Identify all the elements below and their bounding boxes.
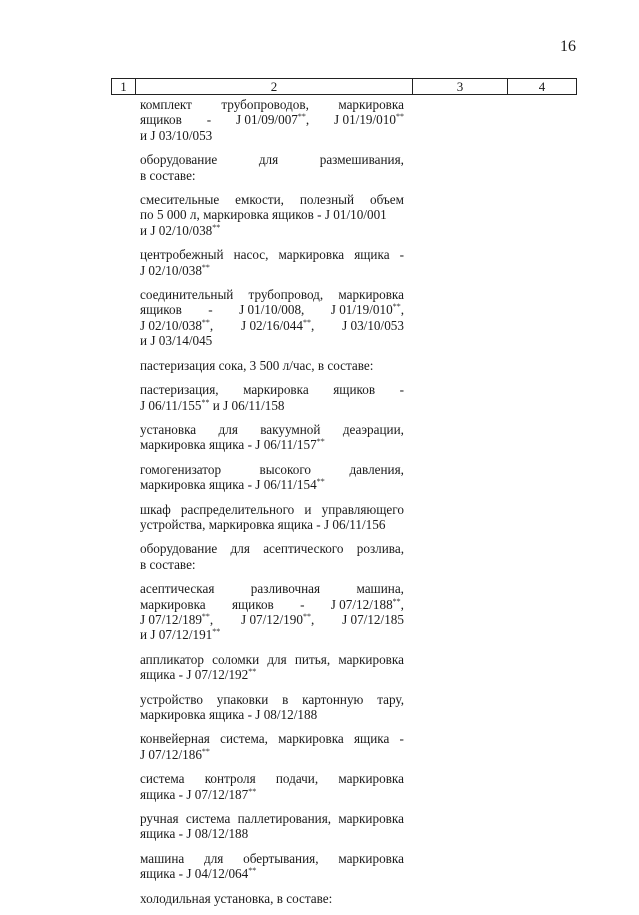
word: J 07/12/185: [342, 611, 404, 627]
word: разливочная: [250, 581, 321, 597]
text-line: [140, 747, 404, 762]
word: маркировка ящика - J 06/11/154**: [140, 477, 325, 493]
word: и: [304, 501, 312, 517]
word: контроля: [204, 771, 256, 787]
list-item: [140, 192, 404, 238]
word: и J 03/14/045: [140, 333, 213, 349]
word: оборудование: [140, 152, 218, 168]
list-item: [140, 247, 404, 278]
word: давления,: [349, 461, 404, 477]
text-line: [140, 247, 404, 262]
word: для: [230, 541, 250, 557]
text-line: [140, 358, 404, 373]
list-item: [140, 811, 404, 842]
word: J 07/12/189**,: [140, 611, 214, 627]
word: машина,: [356, 581, 404, 597]
word: маркировка: [140, 596, 206, 612]
word: -: [206, 112, 212, 128]
word: J 07/12/188**,: [330, 596, 404, 612]
text-line: [140, 517, 404, 532]
word: обертывания,: [243, 850, 319, 866]
word: маркировка: [338, 287, 404, 303]
word: ящиков: [333, 382, 376, 398]
word: шкаф: [140, 501, 171, 517]
list-item: [140, 581, 404, 643]
list-item: [140, 692, 404, 723]
page-number: 16: [560, 38, 576, 55]
word: оборудование: [140, 541, 218, 557]
word: -: [399, 382, 404, 398]
word: J 02/10/038**,: [140, 317, 214, 333]
text-line: [140, 112, 404, 127]
word: -: [208, 302, 213, 318]
word: -: [300, 596, 305, 612]
text-line: [140, 437, 404, 452]
word: J 02/10/038**: [140, 262, 210, 278]
text-line: [140, 597, 404, 612]
word: высокого: [259, 461, 312, 477]
text-line: [140, 771, 404, 786]
list-item: [140, 97, 404, 143]
word: J 07/12/190**,: [241, 611, 315, 627]
word: J 01/19/010**: [334, 112, 404, 128]
list-item: [140, 502, 404, 533]
header-col-3: 3: [412, 79, 507, 94]
word: система,: [220, 731, 268, 747]
list-item: [140, 382, 404, 413]
word: соломки: [212, 651, 260, 667]
text-line: [140, 866, 404, 881]
word: тару,: [377, 691, 404, 707]
word: устройства, маркировка ящика - J 06/11/156: [140, 516, 386, 532]
word: асептическая: [140, 581, 215, 597]
word: ящиков: [231, 596, 274, 612]
word: пастеризация сока, 3 500 л/час, в составе:: [140, 357, 374, 373]
word: и J 02/10/038**: [140, 222, 221, 238]
list-item: [140, 422, 404, 453]
word: J 01/19/010**,: [330, 302, 404, 318]
list-item: [140, 541, 404, 572]
text-line: [140, 707, 404, 722]
word: система: [185, 811, 231, 827]
text-line: [140, 557, 404, 572]
word: для: [267, 651, 287, 667]
word: для: [204, 850, 224, 866]
word: деаэрации,: [342, 421, 404, 437]
text-line: [140, 192, 404, 207]
text-line: [140, 477, 404, 492]
text-line: [140, 462, 404, 477]
list-item: [140, 462, 404, 493]
word: упаковки: [216, 691, 269, 707]
word: центробежный: [140, 247, 224, 263]
word: размешивания,: [319, 152, 404, 168]
text-line: [140, 581, 404, 596]
header-col-4: 4: [507, 79, 576, 94]
word: ящиков: [140, 302, 182, 318]
word: розлива,: [356, 541, 404, 557]
word: емкости,: [235, 192, 284, 208]
text-line: [140, 152, 404, 167]
text-line: [140, 667, 404, 682]
text-line: [140, 168, 404, 183]
word: ящика - J 04/12/064**: [140, 866, 257, 882]
text-line: [140, 787, 404, 802]
text-line: [140, 287, 404, 302]
text-line: [140, 502, 404, 517]
list-item: [140, 851, 404, 882]
header-col-2: 2: [135, 79, 412, 94]
word: смесительные: [140, 192, 220, 208]
word: маркировка: [278, 247, 345, 263]
word: паллетирования,: [237, 811, 332, 827]
word: и J 03/10/053: [140, 127, 213, 143]
word: ящика - J 08/12/188: [140, 826, 249, 842]
text-line: [140, 398, 404, 413]
word: маркировка: [243, 382, 309, 398]
text-line: [140, 302, 404, 317]
text-line: [140, 811, 404, 826]
equipment-list: [140, 97, 404, 915]
word: ручная: [140, 811, 179, 827]
word: ящика - J 07/12/187**: [140, 786, 257, 802]
table-header-row: [111, 78, 577, 95]
word: и J 07/12/191**: [140, 627, 221, 643]
word: асептического: [263, 541, 344, 557]
word: маркировка: [338, 651, 404, 667]
word: картонную: [302, 691, 364, 707]
word: маркировка: [338, 811, 404, 827]
word: маркировка: [338, 850, 404, 866]
word: для: [218, 421, 238, 437]
word: J 03/10/053: [342, 317, 404, 333]
text-line: [140, 422, 404, 437]
text-line: [140, 541, 404, 556]
text-line: [140, 318, 404, 333]
word: маркировка: [338, 771, 404, 787]
word: холодильная установка, в составе:: [140, 890, 333, 906]
list-item: [140, 891, 404, 906]
word: аппликатор: [140, 651, 204, 667]
word: -: [399, 731, 404, 747]
text-line: [140, 627, 404, 642]
word: ящика: [354, 247, 390, 263]
word: питья,: [294, 651, 331, 667]
text-line: [140, 263, 404, 278]
text-line: [140, 851, 404, 866]
word: в составе:: [140, 167, 196, 183]
word: трубопроводов,: [221, 97, 309, 112]
word: -: [399, 247, 404, 263]
word: ящика - J 07/12/192**: [140, 667, 257, 683]
word: ящиков: [140, 112, 182, 128]
word: в: [282, 691, 289, 707]
list-item: [140, 771, 404, 802]
text-line: [140, 826, 404, 841]
text-line: [140, 891, 404, 906]
text-line: [140, 692, 404, 707]
word: объем: [369, 192, 404, 208]
word: J 01/10/008,: [239, 302, 305, 318]
word: подачи,: [275, 771, 319, 787]
word: управляющего: [321, 501, 404, 517]
list-item: [140, 358, 404, 373]
list-item: [140, 287, 404, 349]
text-line: [140, 333, 404, 348]
word: установка: [140, 421, 197, 437]
word: устройство: [140, 691, 203, 707]
text-line: [140, 731, 404, 746]
list-item: [140, 652, 404, 683]
word: соединительный: [140, 287, 234, 303]
word: по 5 000 л, маркировка ящиков - J 01/10/001: [140, 207, 387, 223]
word: J 01/09/007**,: [235, 112, 310, 128]
text-line: [140, 652, 404, 667]
word: J 02/16/044**,: [241, 317, 315, 333]
text-line: [140, 223, 404, 238]
word: конвейерная: [140, 731, 210, 747]
text-line: [140, 128, 404, 143]
list-item: [140, 731, 404, 762]
word: J 06/11/155** и J 06/11/158: [140, 397, 285, 413]
text-line: [140, 612, 404, 627]
word: для: [258, 152, 279, 168]
text-line: [140, 97, 404, 112]
text-line: [140, 207, 404, 222]
word: трубопровод,: [248, 287, 324, 303]
list-item: [140, 152, 404, 183]
word: система: [140, 771, 185, 787]
word: маркировка: [278, 731, 344, 747]
word: комплект: [140, 97, 192, 112]
header-col-1: 1: [120, 79, 127, 94]
word: ящика: [353, 731, 390, 747]
word: распределительного: [180, 501, 295, 517]
word: маркировка: [338, 97, 404, 112]
word: в составе:: [140, 556, 196, 572]
word: вакуумной: [260, 421, 321, 437]
word: машина: [140, 850, 185, 866]
word: маркировка ящика - J 06/11/157**: [140, 437, 325, 453]
word: насос,: [233, 247, 269, 263]
word: полезный: [299, 192, 355, 208]
word: пастеризация,: [140, 382, 219, 398]
word: гомогенизатор: [140, 461, 222, 477]
text-line: [140, 382, 404, 397]
word: J 07/12/186**: [140, 746, 210, 762]
word: маркировка ящика - J 08/12/188: [140, 707, 318, 722]
